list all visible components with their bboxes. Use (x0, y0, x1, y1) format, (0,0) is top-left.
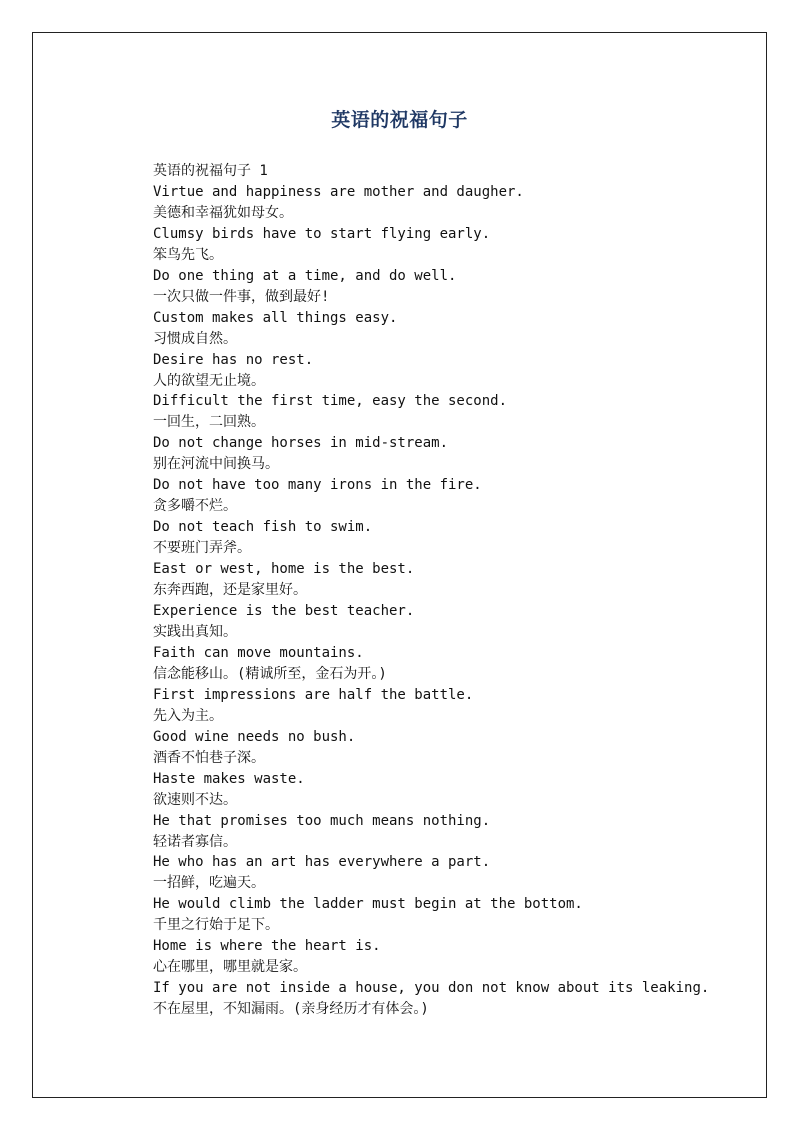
text-line: 心在哪里，哪里就是家。 (153, 959, 307, 976)
document-page (32, 32, 767, 1098)
text-line: 千里之行始于足下。 (153, 917, 279, 934)
text-line: East or west, home is the best. (153, 561, 415, 578)
text-line: Virtue and happiness are mother and daugher. (153, 183, 524, 200)
text-line: If you are not inside a house, you don not know about its leaking. (153, 980, 710, 997)
text-line: 英语的祝福句子 1 (153, 163, 268, 179)
text-line: 一次只做一件事，做到最好! (153, 288, 330, 305)
text-line: Faith can move mountains. (153, 644, 364, 661)
text-line: 东奔西跑，还是家里好。 (153, 582, 307, 599)
text-line: Haste makes waste. (153, 770, 305, 787)
text-line: 酒香不怕巷子深。 (153, 749, 265, 766)
text-line: 实践出真知。 (153, 623, 237, 640)
text-line: Do not teach fish to swim. (153, 519, 373, 536)
text-line: First impressions are half the battle. (153, 686, 474, 703)
text-line: He would climb the ladder must begin at the bottom. (153, 896, 583, 913)
text-line: Difficult the first time, easy the second. (153, 393, 508, 410)
text-line: 欲速则不达。 (153, 791, 237, 808)
text-line: Good wine needs no bush. (153, 728, 356, 745)
text-line: 一招鲜，吃遍天。 (153, 875, 265, 892)
text-line: 一回生，二回熟。 (153, 414, 265, 431)
text-line: 别在河流中间换马。 (153, 456, 279, 473)
text-line: 笨鸟先飞。 (153, 246, 223, 263)
text-line: Clumsy birds have to start flying early. (153, 225, 491, 242)
text-line: Custom makes all things easy. (153, 309, 398, 326)
text-line: 习惯成自然。 (153, 330, 237, 347)
text-line: Do not change horses in mid-stream. (153, 435, 449, 452)
text-line: Do not have too many irons in the fire. (153, 477, 482, 494)
text-line: 不在屋里，不知漏雨。(亲身经历才有体会。) (153, 1001, 429, 1018)
text-line: 贪多嚼不烂。 (153, 498, 237, 515)
text-line: Home is where the heart is. (153, 938, 381, 955)
text-line: He that promises too much means nothing. (153, 812, 491, 829)
text-line: He who has an art has everywhere a part. (153, 854, 491, 871)
text-line: Desire has no rest. (153, 351, 314, 368)
document-title: 英语的祝福句子 (331, 109, 468, 131)
text-line: Do one thing at a time, and do well. (153, 267, 457, 284)
text-line: 先入为主。 (153, 707, 223, 724)
text-line: 人的欲望无止境。 (153, 372, 265, 389)
text-line: Experience is the best teacher. (153, 603, 415, 620)
text-line: 信念能移山。(精诚所至，金石为开。) (153, 665, 387, 682)
document-body (153, 161, 736, 1020)
text-line: 美德和幸福犹如母女。 (153, 204, 293, 221)
text-line: 轻诺者寡信。 (153, 833, 237, 850)
text-line: 不要班门弄斧。 (153, 540, 251, 557)
